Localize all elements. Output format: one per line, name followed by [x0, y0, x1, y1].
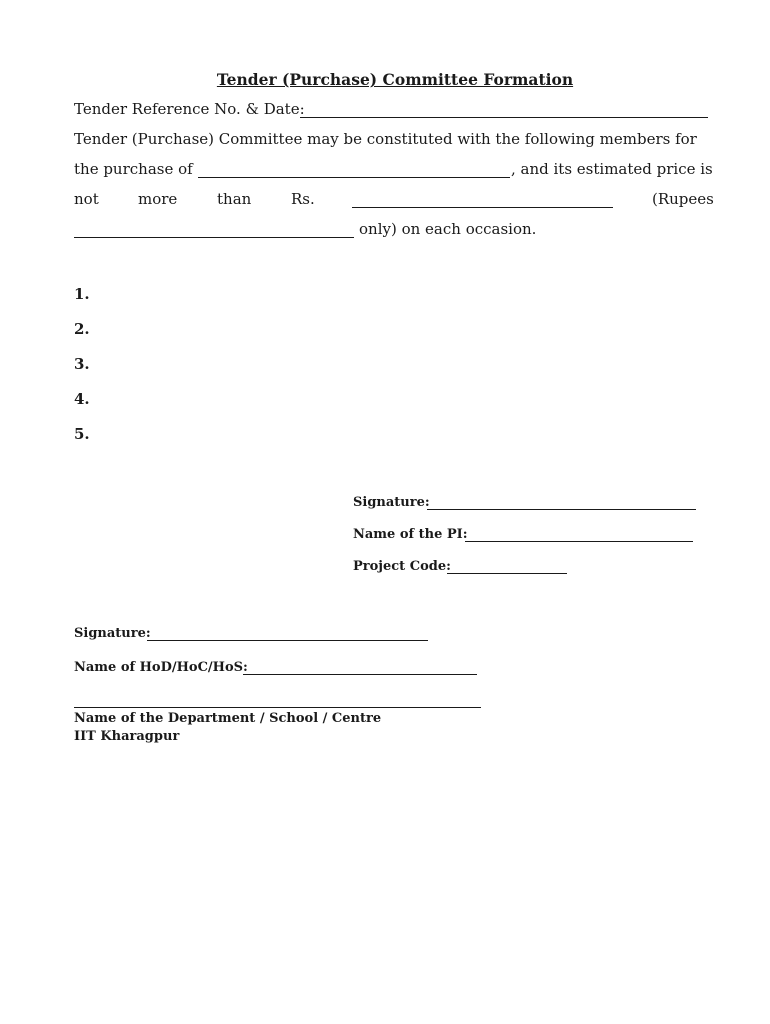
member-5-number: 5.	[74, 425, 90, 443]
purchase-item-blank[interactable]	[198, 177, 510, 178]
hod-name-label: Name of HoD/HoC/HoS:	[74, 660, 248, 675]
pi-signature-label: Signature:	[353, 495, 430, 510]
member-1-number: 1.	[74, 285, 90, 303]
hod-signature-label: Signature:	[74, 626, 151, 641]
price-in-words-blank[interactable]	[74, 237, 354, 238]
purchase-suffix: , and its estimated price is	[511, 160, 713, 178]
member-2-number: 2.	[74, 320, 90, 338]
price-amount-blank[interactable]	[352, 207, 613, 208]
department-label: Name of the Department / School / Centre	[74, 711, 382, 726]
word-rs: Rs.	[291, 190, 315, 208]
hod-signature-blank[interactable]	[147, 640, 428, 641]
project-code-label: Project Code:	[353, 559, 451, 574]
pi-name-blank[interactable]	[465, 541, 693, 542]
tender-ref-blank[interactable]	[300, 117, 708, 118]
intro-line-1: Tender (Purchase) Committee may be constituted with the following members for	[74, 130, 697, 148]
pi-name-label: Name of the PI:	[353, 527, 468, 542]
word-than: than	[217, 190, 252, 208]
pi-signature-blank[interactable]	[427, 509, 696, 510]
tender-ref-label: Tender Reference No. & Date:	[74, 100, 305, 118]
member-3-number: 3.	[74, 355, 90, 373]
word-more: more	[138, 190, 178, 208]
project-code-blank[interactable]	[447, 573, 567, 574]
purchase-prefix: the purchase of	[74, 160, 193, 178]
word-not: not	[74, 190, 99, 208]
member-4-number: 4.	[74, 390, 90, 408]
hod-name-blank[interactable]	[243, 674, 477, 675]
word-rupees: (Rupees	[652, 190, 714, 208]
page-title: Tender (Purchase) Committee Formation	[216, 70, 574, 89]
department-blank[interactable]	[74, 707, 481, 708]
institute-name: IIT Kharagpur	[74, 729, 180, 744]
only-each-occasion: only) on each occasion.	[359, 220, 537, 238]
